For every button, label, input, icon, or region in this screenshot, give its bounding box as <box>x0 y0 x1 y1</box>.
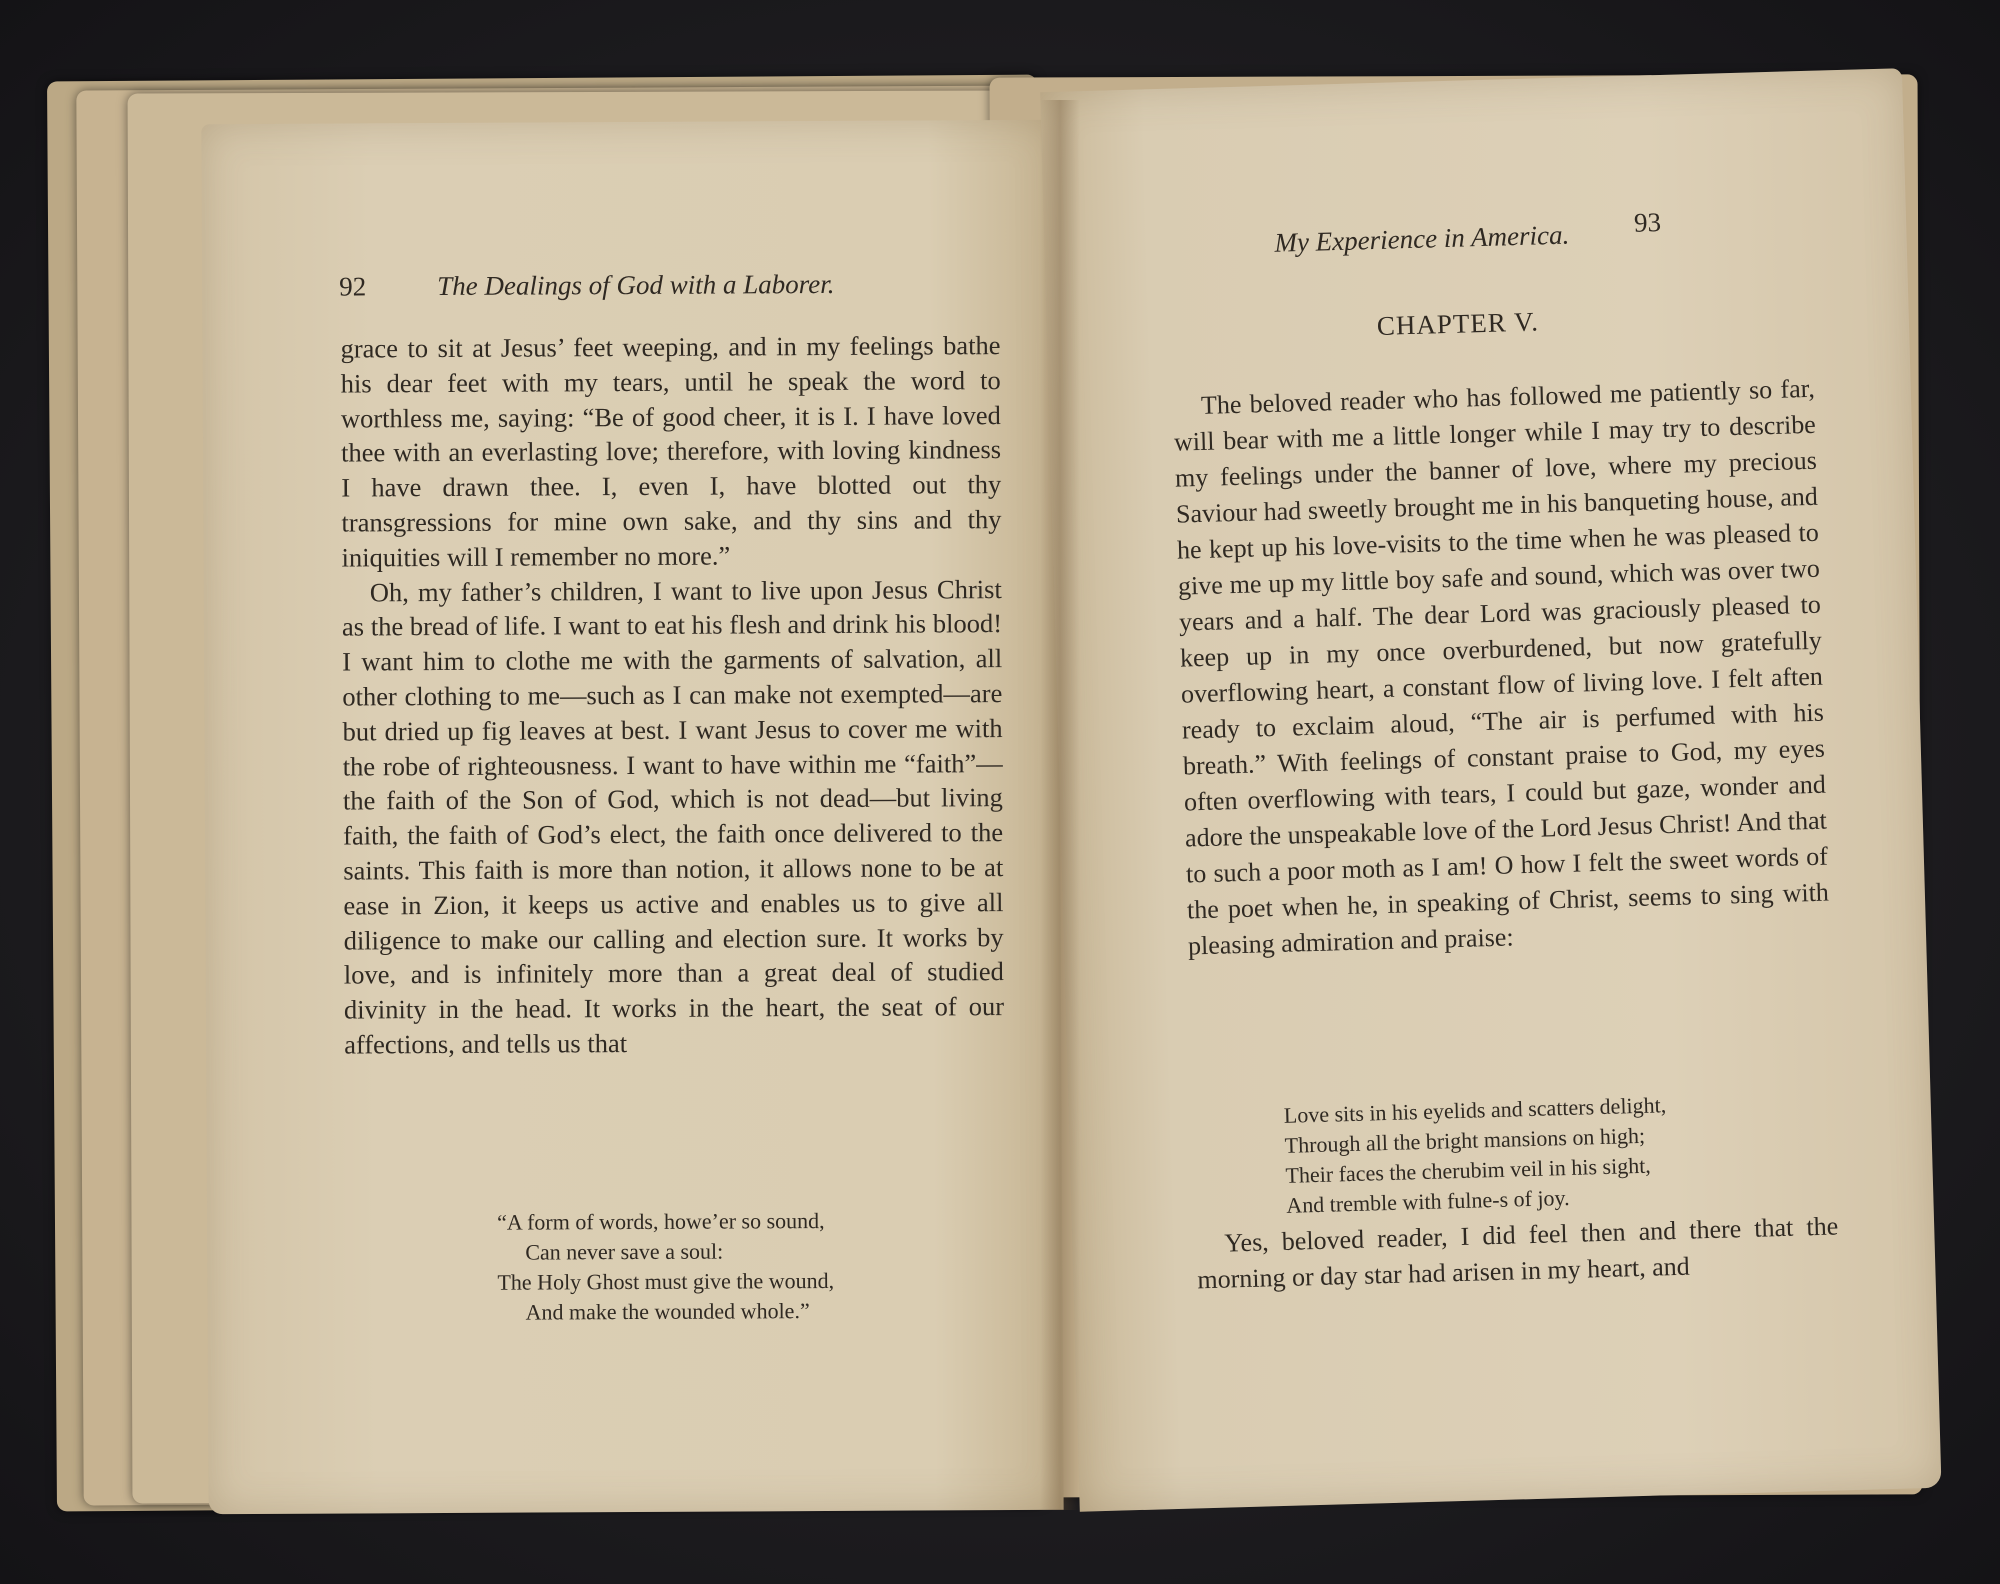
verse-quote <box>1283 1090 1669 1221</box>
closing-text <box>1196 1208 1840 1298</box>
verse-line: The Holy Ghost must give the wound, <box>497 1267 835 1295</box>
verse-line: And make the wounded whole.” <box>525 1298 810 1325</box>
verse-line: Through all the bright mansions on high; <box>1284 1122 1646 1158</box>
verse-line: Their faces the cherubim veil in his sight, <box>1285 1152 1652 1188</box>
running-head-title: My Experience in America. <box>1274 219 1570 258</box>
paragraph: grace to sit at Jesus’ feet weeping, and in my feelings bathe his dear feet with my tears, until he speak the word to worthless me, saying: “Be of good cheer, it is I. I have loved thee with an everlasting love; therefore, with loving kindness I have drawn thee. I, even I, have blotted out thy transgressions for mine own sake, and thy sins and thy iniquities will I remember no more.” <box>340 330 1002 573</box>
verse-quote <box>497 1206 834 1328</box>
verse-line: And tremble with fulne‑s of joy. <box>1286 1184 1570 1218</box>
chapter-heading: CHAPTER V. <box>1376 306 1540 341</box>
verse-line: Can never save a soul: <box>525 1238 724 1265</box>
running-head <box>1274 220 1570 259</box>
paragraph: Yes, beloved reader, I did feel then and there that the morning or day star had arisen in my heart, and <box>1196 1211 1839 1295</box>
left-page <box>201 120 1063 1514</box>
verse-line: Love sits in his eyelids and scatters delight, <box>1283 1092 1667 1128</box>
body-text <box>340 328 1004 1062</box>
page-number: 93 <box>1633 206 1662 238</box>
paragraph: Oh, my father’s children, I want to live upon Jesus Christ as the bread of life. I want to eat his flesh and drink his blood! I want him to clothe me with the garments of salvation, all other clothing to me—such as I can make not exempted—are but dried up fig leaves at best. I want Jesus to cover me with the robe of righteousness. I want to have within me “faith”—the faith of the Son of God, which is not dead—but living faith, the faith of God’s elect, the faith once delivered to the saints. This faith is more than notion, it allows none to be at ease in Zion, it keeps us active and enables us to give all diligence to make our calling and election sure. It works by love, and is infinitely more than a great deal of studied divinity in the head. It works in the heart, the seat of our affections, and tells us that <box>341 573 1005 1060</box>
paragraph: The beloved reader who has followed me patiently so far, will bear with me a little longer while I may try to describe my feelings under the banner of love, where my precious Saviour had sweetly brought me in his banqueting house, and he kept up his love-visits to the time when he was pleased to give me up my little boy safe and sound, which was over two years and a half. The dear Lord was graciously pleased to keep up in my once overburdened, but now gratefully overflowing heart, a constant flow of living love. I felt aften ready to exclaim aloud, “The air is perfumed with his breath.” With feelings of constant praise to God, my eyes often overflowing with tears, I could but gaze, wonder and adore the unspeakable love of the Lord Jesus Christ! And that to such a poor moth as I am! O how I felt the sweet words of the poet when he, in speaking of Christ, seems to sing with pleasing admiration and praise: <box>1173 373 1830 961</box>
page-number: 92 <box>339 271 367 302</box>
body-text <box>1173 371 1831 965</box>
verse-line: “A form of words, howe’er so sound, <box>497 1207 825 1235</box>
running-head <box>437 269 834 302</box>
right-page <box>1040 68 1941 1512</box>
running-head-title: The Dealings of God with a Laborer. <box>437 268 835 302</box>
